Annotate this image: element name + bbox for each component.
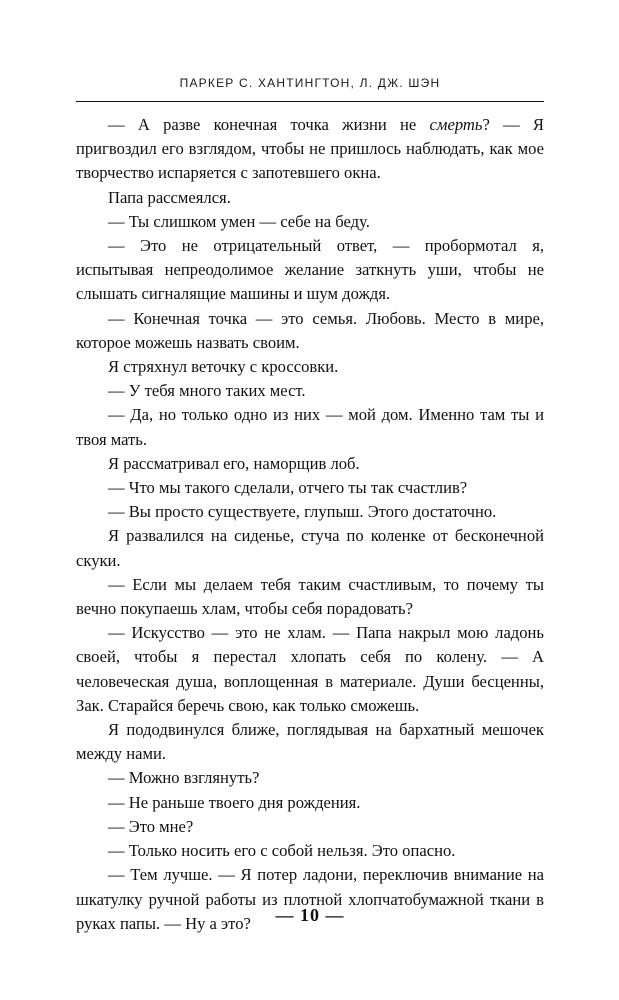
emphasis-word: смерть: [429, 115, 483, 134]
paragraph: Я стряхнул веточку с кроссовки.: [108, 357, 339, 377]
paragraph: — Тем лучше. — Я потер ладони, переключив внимание на шкатулку ручной работы из плотной хлопчатобумажной ткани в руках папы. — Ну а это?: [76, 865, 544, 933]
paragraph: — Ты слишком умен — себе на беду.: [108, 211, 370, 231]
paragraph: — Вы просто существуете, глупыш. Этого достаточно.: [108, 502, 497, 522]
paragraph: — Конечная точка — это семья. Любовь. Место в мире, которое можешь назвать своим.: [76, 308, 544, 352]
paragraph: — Можно взглянуть?: [108, 768, 260, 788]
paragraph: Я рассматривал его, наморщив лоб.: [108, 453, 360, 473]
running-header: ПАРКЕР С. ХАНТИНГТОН, Л. ДЖ. ШЭН: [179, 76, 441, 90]
paragraph: — Только носить его с собой нельзя. Это опасно.: [108, 841, 456, 861]
paragraph: — Да, но только одно из них — мой дом. Именно там ты и твоя мать.: [76, 405, 544, 449]
paragraph: — Это не отрицательный ответ, — пробормотал я, испытывая непреодолимое желание заткнуть уши, чтобы не слышать сигналящие машины и шум дождя.: [76, 236, 544, 304]
paragraph-text: ? — Я пригвоздил его взглядом, чтобы не пришлось наблюдать, как мое творчество испаряется с запотевшего окна.: [76, 115, 544, 183]
paragraph: — Если мы делаем тебя таким счастливым, то почему ты вечно покупаешь хлам, чтобы себя порадовать?: [76, 574, 544, 619]
body-text: [76, 113, 544, 936]
paragraph: — У тебя много таких мест.: [108, 381, 306, 401]
paragraph-text: — А разве конечная точка жизни не: [108, 115, 430, 134]
header-rule: [76, 101, 544, 102]
paragraph: — Что мы такого сделали, отчего ты так счастлив?: [108, 478, 468, 498]
paragraph: — Искусство — это не хлам. — Папа накрыл мою ладонь своей, чтобы я перестал хлопать себя по колену. — А человеческая душа, воплощенная в материале. Души бесценны, Зак. Старайся беречь свою, как только сможешь.: [76, 623, 544, 715]
paragraph: Папа рассмеялся.: [108, 187, 231, 207]
paragraph: Я развалился на сиденье, стуча по коленке от бесконечной скуки.: [76, 526, 544, 570]
paragraph: — Это мне?: [108, 816, 194, 836]
page-number: — 10 —: [275, 905, 345, 925]
paragraph: [76, 113, 544, 186]
paragraph: — Не раньше твоего дня рождения.: [108, 792, 361, 812]
paragraph: Я пододвинулся ближе, поглядывая на бархатный мешочек между нами.: [76, 720, 544, 764]
